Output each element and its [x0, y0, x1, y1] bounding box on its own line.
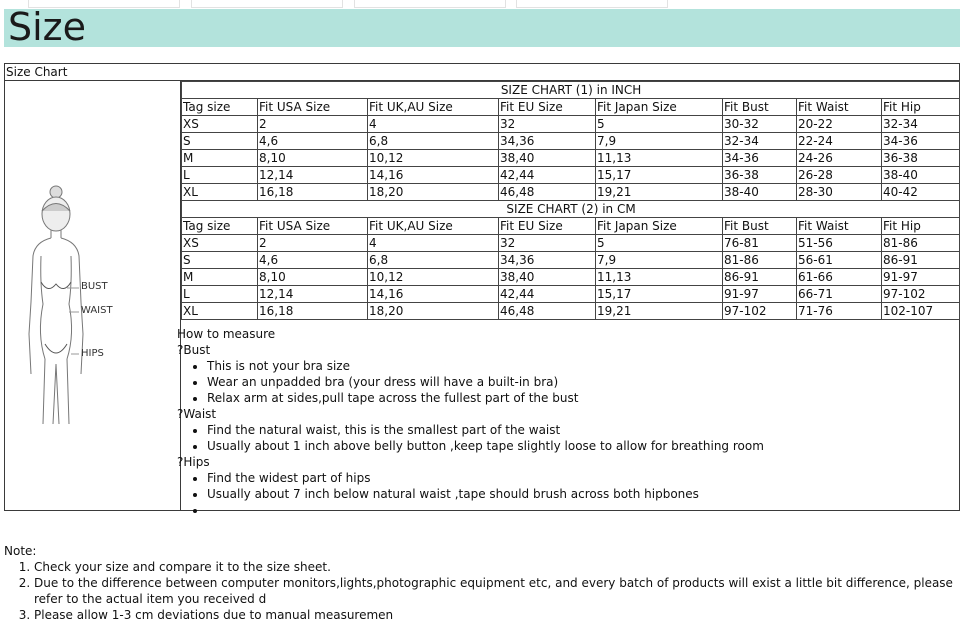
table-caption: SIZE CHART (2) in CM [182, 201, 960, 218]
list-item: • Find the natural waist, this is the smallest part of the waist [207, 422, 947, 438]
table-cell: 11,13 [596, 150, 723, 167]
list-item: • This is not your bra size [207, 358, 947, 374]
column-header: Tag size [182, 99, 258, 116]
table-cell: 30-32 [723, 116, 797, 133]
table-cell: 5 [596, 235, 723, 252]
column-header: Fit Hip [882, 99, 960, 116]
hips-heading: ?Hips [177, 455, 210, 469]
column-header: Fit UK,AU Size [368, 218, 499, 235]
note-item: 2. Due to the difference between computer monitors,lights,photographic equipment etc, and every batch of products will exist a little bit difference, please refer to the actual item you received d [34, 575, 954, 607]
table-cell: 36-38 [882, 150, 960, 167]
column-header: Fit EU Size [499, 218, 596, 235]
notes-section [4, 543, 954, 623]
column-header: Fit Japan Size [596, 218, 723, 235]
notes-list [4, 559, 954, 623]
table-row [182, 303, 960, 320]
table-cell: 91-97 [882, 269, 960, 286]
table-cell: 2 [258, 116, 368, 133]
table-row [182, 252, 960, 269]
table-cell: 20-22 [797, 116, 882, 133]
figure-column [5, 81, 181, 510]
table-cell: 14,16 [368, 167, 499, 184]
column-header: Fit Bust [723, 99, 797, 116]
table-row [182, 116, 960, 133]
size-tables [181, 81, 959, 320]
list-item: • Usually about 7 inch below natural waist ,tape should brush across both hipbones [207, 486, 947, 502]
table-cell: 42,44 [499, 167, 596, 184]
table-cell: 4,6 [258, 252, 368, 269]
column-header: Fit Waist [797, 99, 882, 116]
table-cell: 18,20 [368, 303, 499, 320]
waist-heading: ?Waist [177, 407, 217, 421]
table-cell: 11,13 [596, 269, 723, 286]
table-row [182, 150, 960, 167]
table-cell: 91-97 [723, 286, 797, 303]
table-cell: 4 [368, 116, 499, 133]
top-tab-strip [0, 0, 961, 9]
table-cell: 4,6 [258, 133, 368, 150]
table-cell: 38,40 [499, 269, 596, 286]
table-caption-row [182, 201, 960, 218]
column-header: Fit Japan Size [596, 99, 723, 116]
table-cell: 7,9 [596, 133, 723, 150]
table-cell: 15,17 [596, 286, 723, 303]
table-cell: 46,48 [499, 184, 596, 201]
note-item: 3. Please allow 1-3 cm deviations due to manual measuremen [34, 607, 954, 623]
table-cell: 8,10 [258, 150, 368, 167]
table-cell: 32 [499, 235, 596, 252]
table-caption-row [182, 82, 960, 99]
table-cell: 5 [596, 116, 723, 133]
table-cell: 71-76 [797, 303, 882, 320]
table-cell: 6,8 [368, 133, 499, 150]
table-cell: 15,17 [596, 167, 723, 184]
hips-list [177, 470, 947, 518]
table-cell: M [182, 150, 258, 167]
table-cell: 34,36 [499, 252, 596, 269]
bust-label: BUST [81, 281, 108, 292]
list-item: • Wear an unpadded bra (your dress will have a built-in bra) [207, 374, 947, 390]
table-cell: 38,40 [499, 150, 596, 167]
table-cell: 16,18 [258, 184, 368, 201]
column-header: Fit USA Size [258, 218, 368, 235]
table-cell: 6,8 [368, 252, 499, 269]
table-cell: XS [182, 116, 258, 133]
table-header-row [182, 218, 960, 235]
table-cell: 102-107 [882, 303, 960, 320]
bust-list [177, 358, 947, 406]
notes-title: Note: [4, 544, 37, 558]
table-cell: 4 [368, 235, 499, 252]
column-header: Fit Bust [723, 218, 797, 235]
table-cell: 28-30 [797, 184, 882, 201]
howto-title: How to measure [177, 327, 276, 341]
table-cell: 32-34 [723, 133, 797, 150]
column-header: Fit USA Size [258, 99, 368, 116]
bust-heading: ?Bust [177, 343, 211, 357]
size-chart-table [181, 81, 960, 320]
table-cell: M [182, 269, 258, 286]
tab-stub [191, 0, 343, 8]
table-cell: 19,21 [596, 184, 723, 201]
table-cell: 51-56 [797, 235, 882, 252]
table-cell: 97-102 [882, 286, 960, 303]
waist-list [177, 422, 947, 454]
table-cell: 18,20 [368, 184, 499, 201]
table-cell: 7,9 [596, 252, 723, 269]
body-measurement-figure [23, 184, 143, 434]
table-row [182, 235, 960, 252]
list-item [207, 502, 947, 518]
table-cell: 8,10 [258, 269, 368, 286]
table-cell: 19,21 [596, 303, 723, 320]
tab-stub [354, 0, 506, 8]
table-cell: 40-42 [882, 184, 960, 201]
column-header: Fit EU Size [499, 99, 596, 116]
tab-stub [516, 0, 668, 8]
table-cell: 86-91 [882, 252, 960, 269]
table-cell: L [182, 167, 258, 184]
column-header: Tag size [182, 218, 258, 235]
table-cell: 76-81 [723, 235, 797, 252]
table-cell: 12,14 [258, 286, 368, 303]
list-item: • Relax arm at sides,pull tape across the fullest part of the bust [207, 390, 947, 406]
table-cell: 46,48 [499, 303, 596, 320]
table-cell: 32-34 [882, 116, 960, 133]
table-cell: 81-86 [882, 235, 960, 252]
table-header-row [182, 99, 960, 116]
table-cell: 42,44 [499, 286, 596, 303]
table-cell: S [182, 133, 258, 150]
table-cell: 56-61 [797, 252, 882, 269]
table-caption: SIZE CHART (1) in INCH [182, 82, 960, 99]
table-cell: 22-24 [797, 133, 882, 150]
table-cell: 2 [258, 235, 368, 252]
table-row [182, 184, 960, 201]
table-cell: 24-26 [797, 150, 882, 167]
panel-header-label: Size Chart [6, 65, 68, 79]
column-header: Fit Waist [797, 218, 882, 235]
table-cell: 34,36 [499, 133, 596, 150]
page-title: Size [8, 5, 87, 49]
table-row [182, 269, 960, 286]
table-cell: 34-36 [882, 133, 960, 150]
title-banner [4, 5, 960, 49]
list-item: • Find the widest part of hips [207, 470, 947, 486]
table-cell: 66-71 [797, 286, 882, 303]
table-cell: XL [182, 303, 258, 320]
table-cell: 10,12 [368, 150, 499, 167]
table-cell: S [182, 252, 258, 269]
column-header: Fit Hip [882, 218, 960, 235]
table-cell: 97-102 [723, 303, 797, 320]
table-cell: 61-66 [797, 269, 882, 286]
table-cell: 32 [499, 116, 596, 133]
table-cell: 34-36 [723, 150, 797, 167]
column-header: Fit UK,AU Size [368, 99, 499, 116]
table-cell: 81-86 [723, 252, 797, 269]
table-cell: 10,12 [368, 269, 499, 286]
table-cell: 26-28 [797, 167, 882, 184]
table-row [182, 286, 960, 303]
table-cell: XS [182, 235, 258, 252]
table-cell: 36-38 [723, 167, 797, 184]
waist-label: WAIST [81, 305, 113, 316]
table-cell: 38-40 [723, 184, 797, 201]
table-cell: 16,18 [258, 303, 368, 320]
note-item: 1. Check your size and compare it to the size sheet. [34, 559, 954, 575]
table-row [182, 167, 960, 184]
table-cell: 38-40 [882, 167, 960, 184]
table-cell: 12,14 [258, 167, 368, 184]
table-cell: XL [182, 184, 258, 201]
table-cell: 14,16 [368, 286, 499, 303]
list-item: • Usually about 1 inch above belly button ,keep tape slightly loose to allow for breathing room [207, 438, 947, 454]
hips-label: HIPS [81, 348, 104, 359]
table-cell: 86-91 [723, 269, 797, 286]
how-to-measure [177, 326, 947, 518]
table-row [182, 133, 960, 150]
panel-header [5, 64, 959, 81]
table-cell: L [182, 286, 258, 303]
